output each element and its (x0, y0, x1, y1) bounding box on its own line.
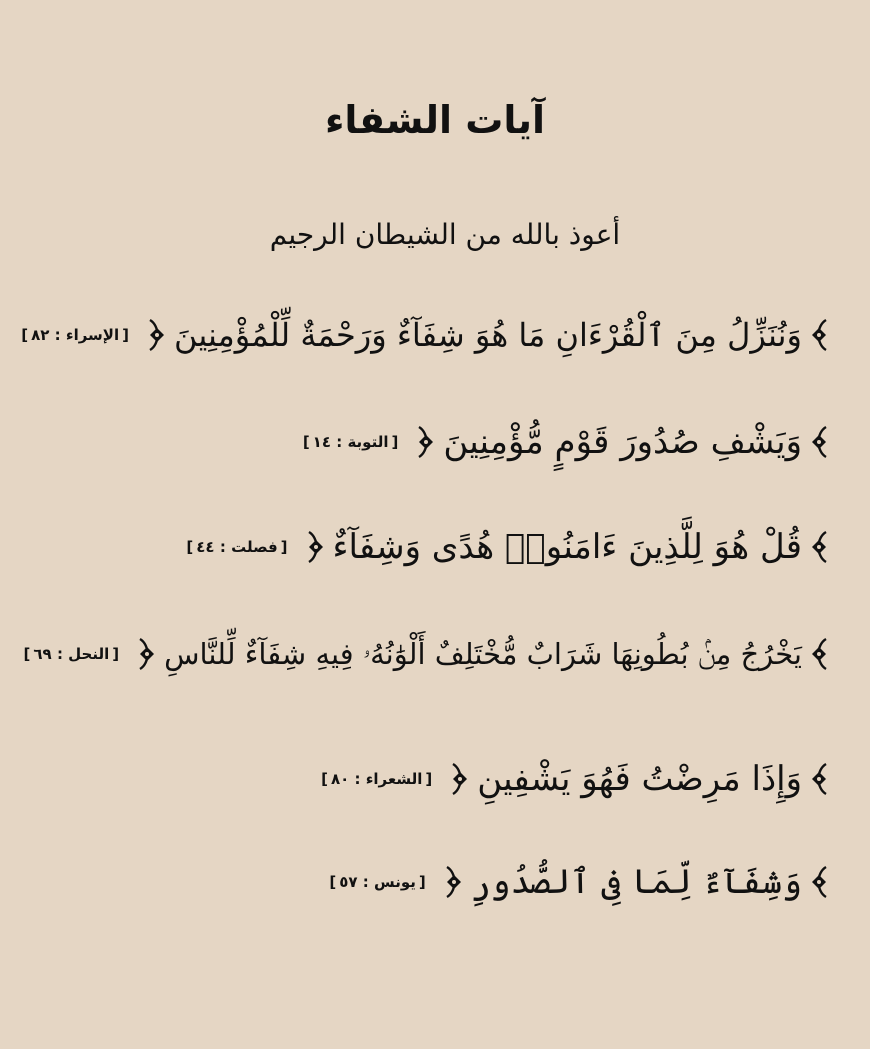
ayah-number: ٨٠ (330, 770, 350, 788)
ornate-bracket-open-icon (808, 762, 830, 796)
ornate-bracket-close-icon (443, 865, 465, 899)
ayah-number: ٨٢ (31, 326, 50, 344)
page-title: آيات الشفاء (325, 98, 545, 142)
verse-reference: [الشعراء : ٨٠] (321, 770, 433, 788)
ornate-bracket-open-icon (808, 425, 830, 459)
surah-name: الإسراء (65, 326, 120, 344)
verse-reference: [التوبة : ١٤] (302, 433, 399, 451)
surah-name: التوبة (347, 433, 389, 451)
verse-line (183, 527, 830, 567)
surah-name: يونس (374, 873, 416, 891)
ayah-number: ٤٤ (196, 538, 215, 556)
verse-text: وَإِذَا مَرِضْتُ فَهُوَ يَشْفِينِ (477, 759, 802, 799)
verse-reference: [فصلت : ٤٤] (186, 538, 288, 556)
ayah-number: ٥٧ (339, 873, 358, 891)
verse-text: وَنُنَزِّلُ مِنَ ٱلْقُرْءَانِ مَا هُوَ شِفَآءٌ وَرَحْمَةٌ لِّلْمُؤْمِنِينَ (173, 316, 802, 354)
ref-separator: : (336, 433, 343, 451)
ornate-bracket-open-icon (808, 637, 830, 671)
ornate-bracket-open-icon (808, 318, 830, 352)
ref-separator: : (56, 645, 63, 663)
verse-line (21, 637, 830, 671)
ornate-bracket-close-icon (305, 530, 327, 564)
surah-name: فصلت (231, 538, 278, 556)
ornate-bracket-close-icon (415, 425, 437, 459)
verse-text: يَخْرُجُ مِنۢ بُطُونِهَا شَرَابٌ مُّخْتَلِفٌ أَلْوَٰنُهُۥ فِيهِ شِفَآءٌ لِّلنَّاسِ (164, 636, 802, 671)
verse-line (300, 422, 830, 462)
verse-line (18, 318, 830, 352)
ornate-bracket-open-icon (808, 530, 830, 564)
verse-line (326, 862, 830, 902)
istiadha-text: أعوذ بالله من الشيطان الرجيم (269, 218, 621, 251)
ornate-bracket-open-icon (808, 865, 830, 899)
surah-name: النحل (68, 645, 110, 663)
ornate-bracket-close-icon (449, 762, 471, 796)
ayah-number: ٦٩ (33, 645, 52, 663)
verse-reference: [النحل : ٦٩] (23, 645, 120, 663)
verse-text: قُلْ هُوَ لِلَّذِينَ ءَامَنُوا۟ هُدًى وَشِفَآءٌ (332, 527, 802, 567)
verse-text: وَيَشْفِ صُدُورَ قَوْمٍ مُّؤْمِنِينَ (443, 422, 802, 462)
ornate-bracket-close-icon (136, 637, 158, 671)
verse-text: وَشِفَآءٌ لِّمَا فِى ٱلصُّدُورِ (470, 862, 802, 902)
ayah-number: ١٤ (312, 433, 331, 451)
ref-separator: : (219, 538, 226, 556)
surah-name: الشعراء (365, 770, 423, 788)
ornate-bracket-close-icon (146, 318, 168, 352)
verse-reference: [يونس : ٥٧] (329, 873, 426, 891)
verse-reference: [الإسراء : ٨٢] (21, 326, 129, 344)
ref-separator: : (54, 326, 61, 344)
verse-line (318, 759, 830, 799)
ref-separator: : (354, 770, 361, 788)
ref-separator: : (362, 873, 369, 891)
